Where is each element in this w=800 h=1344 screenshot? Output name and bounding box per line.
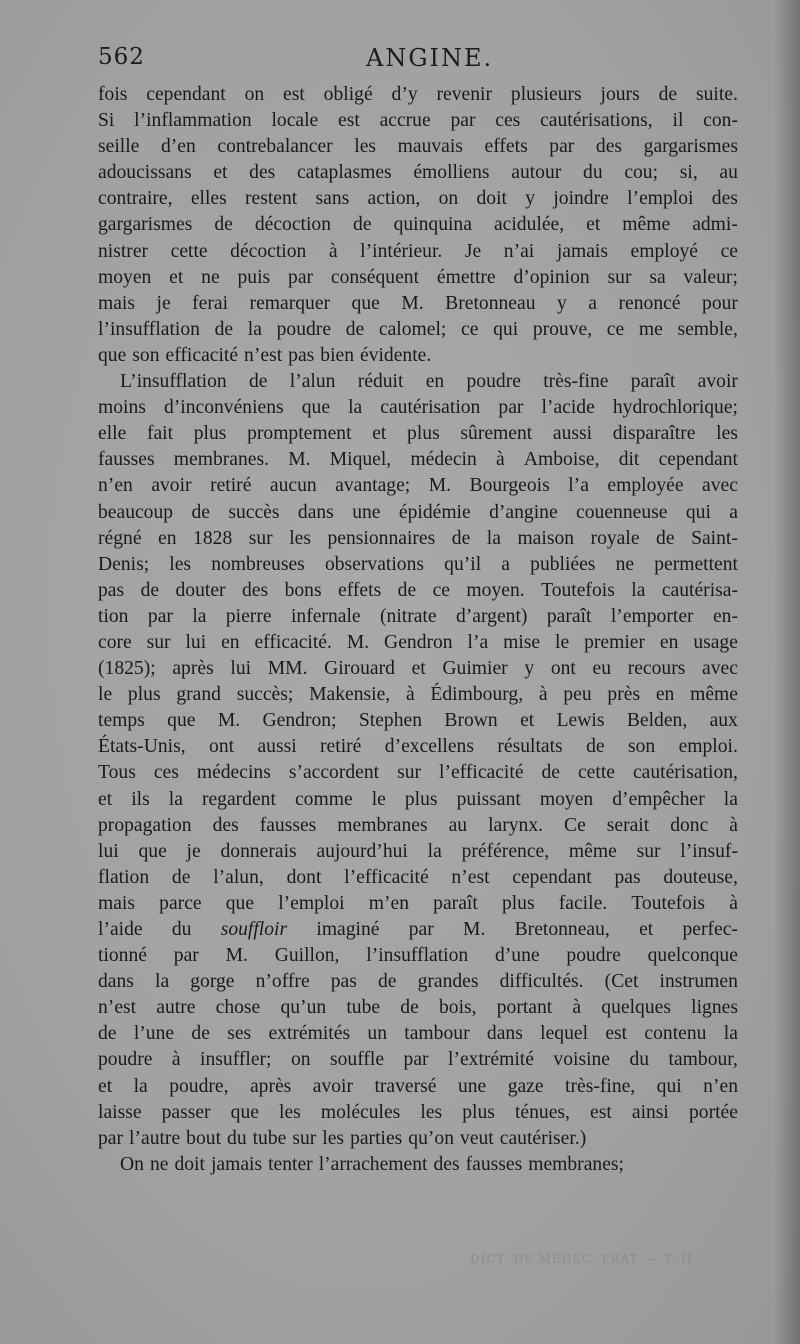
text-line: elle fait plus promptement et plus sûrement aussi disparaître les — [98, 423, 738, 445]
text-line: adoucissans et des cataplasmes émolliens autour du cou; si, au — [98, 162, 738, 184]
text-line: pas de douter des bons effets de ce moyen. Toutefois la cautérisa- — [98, 579, 738, 601]
running-title: ANGINE. — [366, 44, 494, 72]
text-line: régné en 1828 sur les pensionnaires de la maison royale de Saint- — [98, 527, 738, 549]
text-line: Si l’inflammation locale est accrue par ces cautérisations, il con- — [98, 110, 738, 132]
text-line: nistrer cette décoction à l’intérieur. Je n’ai jamais employé ce — [98, 240, 738, 262]
text-line: par l’autre bout du tube sur les parties qu’on veut cautériser.) — [98, 1127, 587, 1149]
text-line: contraire, elles restent sans action, on doit y joindre l’emploi des — [98, 188, 738, 210]
text-line: le plus grand succès; Makensie, à Édimbourg, à peu près en même — [98, 684, 738, 706]
text-line: gargarismes de décoction de quinquina acidulée, et même admi- — [98, 214, 738, 236]
text-line: mais parce que l’emploi m’en paraît plus facile. Toutefois à — [98, 892, 738, 914]
text-line: mais je ferai remarquer que M. Bretonneau y a renoncé pour — [98, 292, 738, 314]
text-line: Denis; les nombreuses observations qu’il a publiées ne permettent — [98, 553, 738, 575]
text-line: fois cependant on est obligé d’y revenir plusieurs jours de suite. — [98, 84, 738, 105]
page-edge-shadow — [774, 0, 800, 1344]
text-line: Tous ces médecins s’accordent sur l’efficacité de cette cautérisation, — [98, 762, 738, 784]
body-text — [98, 82, 738, 1178]
text-line: tionné par M. Guillon, l’insufflation d’une poudre quelconque — [98, 945, 738, 967]
text-line: n’est autre chose qu’un tube de bois, portant à quelques lignes — [98, 997, 738, 1019]
text-line: beaucoup de succès dans une épidémie d’angine couenneuse qui a — [98, 501, 738, 523]
signature-mark: DICT. DE MÉDEC. PRAT. — T. II. — [470, 1252, 698, 1266]
text-line: que son efficacité n’est pas bien évidente. — [98, 344, 432, 366]
text-line: seille d’en contrebalancer les mauvais effets par des gargarismes — [98, 136, 738, 158]
page-header — [98, 44, 738, 78]
text-line: fausses membranes. M. Miquel, médecin à Amboise, dit cependant — [98, 449, 738, 471]
text-line: tion par la pierre infernale (nitrate d’argent) paraît l’emporter en- — [98, 605, 738, 627]
text-line: L’insufflation de l’alun réduit en poudre très-fine paraît avoir — [120, 371, 738, 393]
text-line: (1825); après lui MM. Girouard et Guimier y ont eu recours avec — [98, 658, 738, 680]
text-line: poudre à insuffler; on souffle par l’extrémité voisine du tambour, — [98, 1049, 738, 1071]
paragraph — [98, 369, 738, 1152]
text-line: de l’une de ses extrémités un tambour dans lequel est contenu la — [98, 1023, 738, 1045]
paragraph — [98, 1152, 738, 1178]
text-line: flation de l’alun, dont l’efficacité n’est cependant pas douteuse, — [98, 866, 738, 888]
text-line: propagation des fausses membranes au larynx. Ce serait donc à — [98, 814, 738, 836]
text-line: l’insufflation de la poudre de calomel; ce qui prouve, ce me semble, — [98, 318, 738, 340]
text-line: core sur lui en efficacité. M. Gendron l’a mise le premier en usage — [98, 631, 738, 653]
paragraph — [98, 82, 738, 369]
text-line: et ils la regardent comme le plus puissant moyen d’empêcher la — [98, 788, 738, 810]
text-line: lui que je donnerais aujourd’hui la préférence, même sur l’insuf- — [98, 840, 738, 862]
text-line: moins d’inconvéniens que la cautérisation par l’acide hydrochlorique; — [98, 397, 738, 419]
text-line: moyen et ne puis par conséquent émettre d’opinion sur sa valeur; — [98, 266, 738, 288]
text-line: l’aide du soufflоir imaginé par M. Bretonneau, et perfec- — [98, 919, 738, 940]
text-line: temps que M. Gendron; Stephen Brown et Lewis Belden, aux — [98, 710, 738, 732]
text-line: dans la gorge n’offre pas de grandes difficultés. (Cet instrumen — [98, 971, 738, 993]
text-line: États-Unis, ont aussi retiré d’excellens résultats de son emploi. — [98, 736, 738, 758]
text-line: et la poudre, après avoir traversé une gaze très-fine, qui n’en — [98, 1075, 738, 1097]
text-line: laisse passer que les molécules les plus ténues, est ainsi portée — [98, 1101, 738, 1123]
text-line: n’en avoir retiré aucun avantage; M. Bourgeois l’a employée avec — [98, 475, 738, 497]
text-line: On ne doit jamais tenter l’arrachement des fausses membranes; — [120, 1153, 624, 1175]
page-number: 562 — [98, 44, 145, 70]
